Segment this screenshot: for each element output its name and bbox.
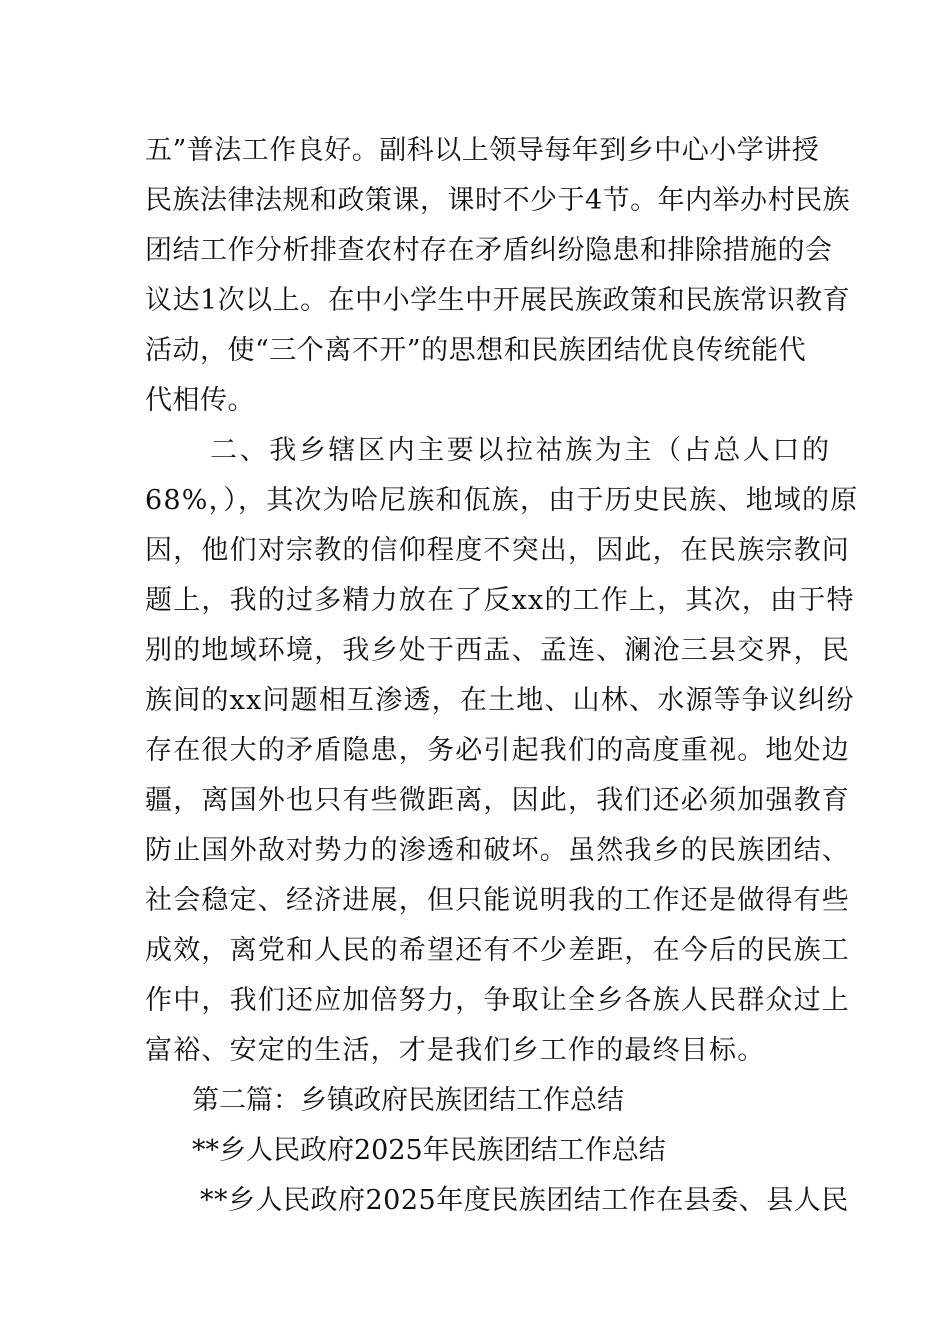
- paragraph-2-line-5: 别的地域环境，我乡处于西盂、孟连、澜沧三县交界，民: [145, 635, 850, 666]
- paragraph-1-line-6: 代相传。: [145, 385, 255, 416]
- paragraph-2-line-11: 成效，离党和人民的希望还有不少差距，在今后的民族工: [145, 935, 850, 966]
- paragraph-1-line-5: 活动，使“三个离不开”的思想和民族团结优良传统能代: [145, 335, 807, 366]
- paragraph-2-line-4: 题上，我的过多精力放在了反xx的工作上，其次，由于特: [145, 585, 855, 616]
- paragraph-2-line-1: 二、我乡辖区内主要以拉祜族为主（占总人口的: [210, 435, 832, 466]
- paragraph-2-line-9: 防止国外敌对势力的渗透和破坏。虽然我乡的民族团结、: [145, 835, 850, 866]
- paragraph-2-line-6: 族间的xx问题相互渗透，在土地、山林、水源等争议纠纷: [145, 685, 855, 716]
- paragraph-2-line-12: 作中，我们还应加倍努力，争取让全乡各族人民群众过上: [145, 985, 850, 1016]
- paragraph-2-line-13: 富裕、安定的生活，才是我们乡工作的最终目标。: [145, 1035, 766, 1066]
- paragraph-1-line-3: 团结工作分析排查农村存在矛盾纠纷隐患和排除措施的会: [145, 235, 833, 266]
- paragraph-1-line-2: 民族法律法规和政策课，课时不少于4节。年内举办村民族: [145, 185, 851, 216]
- paragraph-1-line-4: 议达1次以上。在中小学生中开展民族政策和民族常识教育: [145, 285, 851, 316]
- paragraph-2-line-10: 社会稳定、经济进展，但只能说明我的工作还是做得有些: [145, 885, 850, 916]
- paragraph-2-line-8: 疆，离国外也只有些微距离，因此，我们还必须加强教育: [145, 785, 850, 816]
- paragraph-2-line-3: 因，他们对宗教的信仰程度不突出，因此，在民族宗教问: [145, 535, 850, 566]
- paragraph-1-line-1: 五”普法工作良好。副科以上领导每年到乡中心小学讲授: [145, 135, 820, 166]
- section-heading: 第二篇：乡镇政府民族团结工作总结: [192, 1085, 624, 1116]
- paragraph-2-line-2: 68%，），其次为哈尼族和佤族，由于历史民族、地域的原: [145, 485, 859, 516]
- document-subtitle: **乡人民政府2025年民族团结工作总结: [192, 1135, 666, 1166]
- opening-line: **乡人民政府2025年度民族团结工作在县委、县人民: [200, 1185, 849, 1216]
- paragraph-2-line-7: 存在很大的矛盾隐患，务必引起我们的高度重视。地处边: [145, 735, 850, 766]
